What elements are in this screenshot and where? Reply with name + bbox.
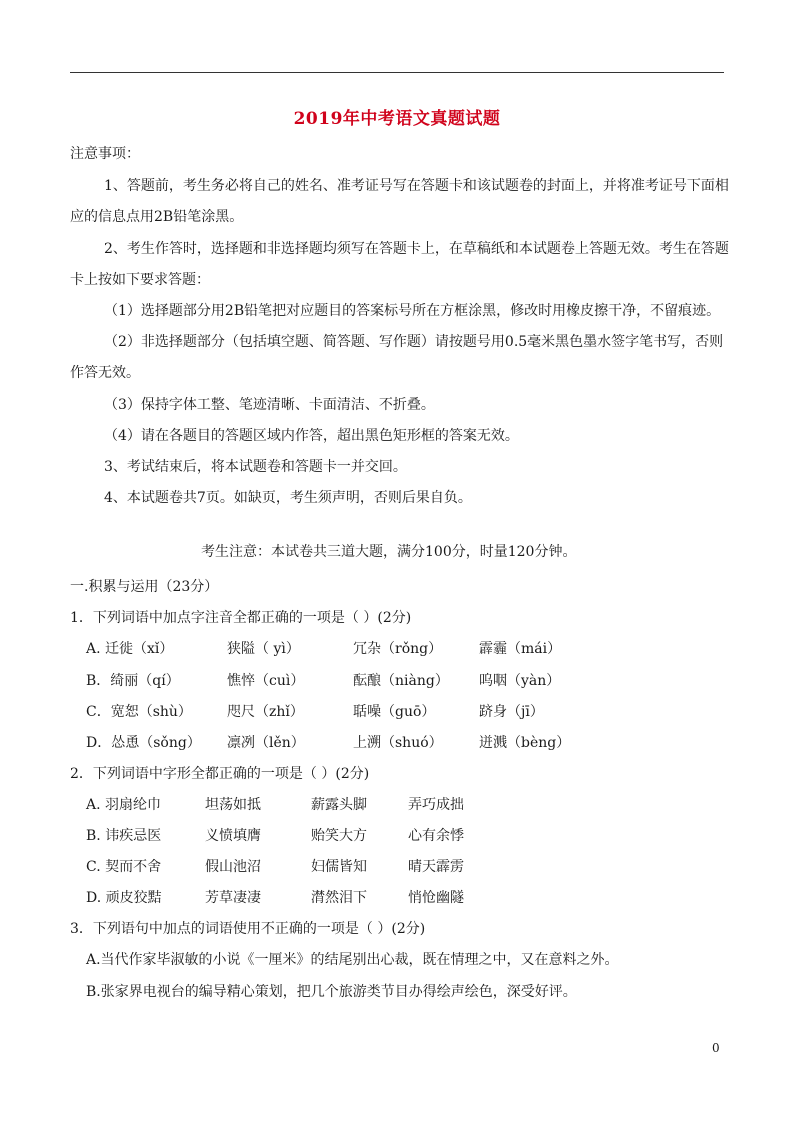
option-cell: 心有余悸	[408, 828, 464, 844]
notice-line: 1、答题前，考生务必将自己的姓名、准考证号写在答题卡和该试题卷的封面上，并将准考证号下面相	[104, 178, 729, 194]
option-cell: B. 讳疾忌医	[86, 828, 162, 844]
notice-line: 4、本试题卷共7页。如缺页，考生须声明，否则后果自负。	[104, 490, 472, 506]
option-cell: 薪露头脚	[311, 797, 367, 813]
option-cell: 狭隘（ yì）	[227, 641, 300, 657]
question-3-option: A.当代作家毕淑敏的小说《一厘米》的结尾别出心裁，既在情理之中，又在意料之外。	[86, 952, 619, 968]
option-cell: 上溯（shuó）	[353, 735, 443, 751]
question-3-option: B.张家界电视台的编导精心策划，把几个旅游类节目办得绘声绘色，深受好评。	[86, 984, 577, 1000]
option-cell: 义愤填膺	[205, 828, 261, 844]
option-cell: 芳草凄凄	[205, 890, 261, 906]
option-cell: 凛冽（lěn）	[227, 735, 305, 751]
option-cell: 咫尺（zhǐ）	[227, 704, 304, 720]
notice-heading: 注意事项：	[70, 146, 140, 162]
option-cell: 假山池沼	[205, 859, 261, 875]
option-cell: 霹霾（mái）	[479, 641, 562, 657]
notice-line: 应的信息点用2B铅笔涂黑。	[70, 209, 244, 225]
notice-line: 2、考生作答时，选择题和非选择题均须写在答题卡上，在草稿纸和本试题卷上答题无效。考生在答题	[104, 241, 729, 257]
question-3-stem: 3．下列语句中加点的词语使用不正确的一项是（ ）(2分)	[70, 921, 426, 937]
notice-line: 卡上按如下要求答题：	[70, 272, 210, 288]
option-cell: 潸然泪下	[311, 890, 367, 906]
notice-line: （4）请在各题目的答题区域内作答，超出黑色矩形框的答案无效。	[104, 428, 519, 444]
option-cell: C．宽恕（shù）	[86, 704, 192, 720]
option-cell: A. 羽扇纶巾	[86, 797, 162, 813]
document-title: 2019年中考语文真题试题	[293, 109, 501, 129]
option-cell: 跻身（jī）	[479, 704, 544, 720]
section-title: 一.积累与运用（23分）	[70, 579, 219, 595]
header-rule	[70, 72, 724, 73]
notice-line: （3）保持字体工整、笔迹清晰、卡面清洁、不折叠。	[104, 397, 435, 413]
option-cell: C. 契而不舍	[86, 859, 162, 875]
page-number: 0	[712, 1041, 720, 1055]
option-cell: 晴天霹雳	[408, 859, 464, 875]
notice-line: （2）非选择题部分（包括填空题、简答题、写作题）请按题号用0.5毫米黑色墨水签字笔书写，否则	[104, 334, 724, 350]
option-cell: 迸溅（bèng）	[479, 735, 571, 751]
option-cell: A. 迁徙（xǐ）	[86, 641, 174, 657]
option-cell: 憔悴（cuì）	[227, 673, 305, 689]
notice-line: （1）选择题部分用2B铅笔把对应题目的答案标号所在方框涂黑，修改时用橡皮擦干净，不留痕迹。	[104, 303, 721, 319]
option-cell: 妇儒皆知	[311, 859, 367, 875]
option-cell: D．怂恿（sǒng）	[86, 735, 201, 751]
exam-note: 考生注意：本试卷共三道大题，满分100分，时量120分钟。	[201, 544, 577, 560]
option-cell: 贻笑大方	[311, 828, 367, 844]
question-2-stem: 2．下列词语中字形全都正确的一项是（ ）(2分)	[70, 766, 370, 782]
notice-line: 3、考试结束后，将本试题卷和答题卡一并交回。	[104, 459, 407, 475]
option-cell: 呜咽（yàn）	[479, 673, 561, 689]
option-cell: 冗杂（rǒng）	[353, 641, 443, 657]
option-cell: 悄怆幽隧	[408, 890, 464, 906]
option-cell: 聒噪（guō）	[353, 704, 436, 720]
option-cell: 酝酿（niàng）	[353, 673, 449, 689]
option-cell: B．绮丽（qí）	[86, 673, 180, 689]
notice-line: 作答无效。	[70, 365, 140, 381]
option-cell: 弄巧成拙	[408, 797, 464, 813]
question-1-stem: 1．下列词语中加点字注音全都正确的一项是（ ）(2分)	[70, 610, 412, 626]
option-cell: D. 顽皮狡黠	[86, 890, 162, 906]
option-cell: 坦荡如抵	[205, 797, 261, 813]
